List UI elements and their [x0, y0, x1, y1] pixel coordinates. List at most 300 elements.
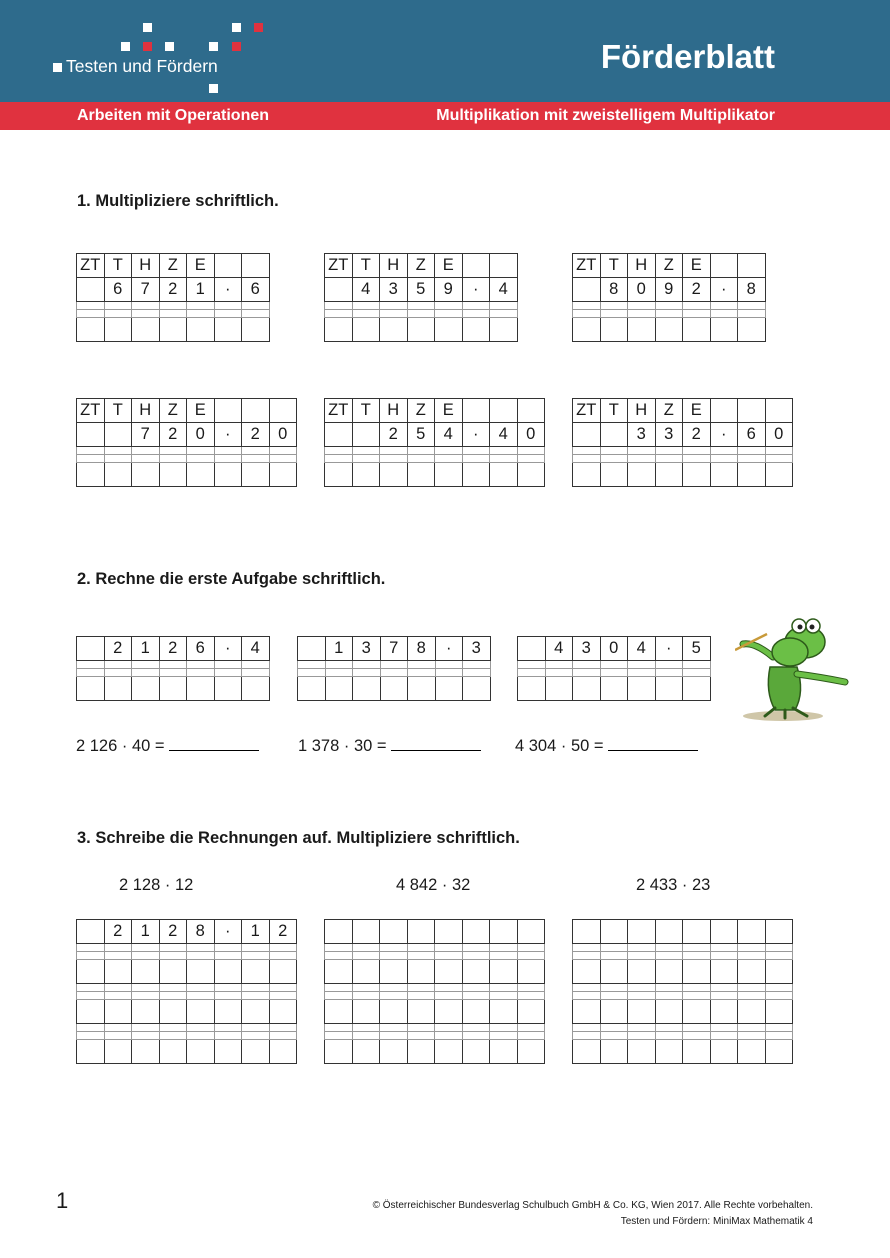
grid-cell[interactable] [214, 1040, 242, 1064]
grid-cell[interactable] [573, 1024, 601, 1032]
grid-cell[interactable] [765, 463, 793, 487]
calc-grid[interactable] [572, 919, 793, 1064]
grid-cell[interactable]: 3 [573, 637, 601, 661]
grid-cell[interactable] [269, 455, 297, 463]
grid-cell[interactable] [159, 1032, 187, 1040]
grid-cell[interactable]: Z [407, 254, 435, 278]
grid-cell[interactable] [325, 310, 353, 318]
grid-cell[interactable] [435, 463, 463, 487]
grid-cell[interactable] [628, 1000, 656, 1024]
grid-cell[interactable] [765, 920, 793, 944]
grid-cell[interactable]: · [462, 278, 490, 302]
grid-cell[interactable] [77, 669, 105, 677]
grid-cell[interactable] [600, 1024, 628, 1032]
grid-cell[interactable] [683, 960, 711, 984]
grid-cell[interactable]: ZT [77, 254, 105, 278]
grid-cell[interactable]: 9 [655, 278, 683, 302]
calc-grid[interactable] [76, 919, 297, 1064]
grid-cell[interactable] [269, 952, 297, 960]
grid-cell[interactable] [242, 960, 270, 984]
grid-cell[interactable] [77, 302, 105, 310]
grid-cell[interactable] [517, 1040, 545, 1064]
grid-cell[interactable]: H [132, 254, 160, 278]
grid-cell[interactable] [352, 952, 380, 960]
grid-cell[interactable] [242, 984, 270, 992]
grid-cell[interactable]: 7 [132, 278, 160, 302]
grid-cell[interactable] [353, 661, 381, 669]
grid-cell[interactable] [269, 1032, 297, 1040]
grid-cell[interactable] [214, 318, 242, 342]
grid-cell[interactable]: 4 [490, 278, 518, 302]
grid-cell[interactable] [655, 992, 683, 1000]
grid-cell[interactable] [214, 960, 242, 984]
grid-cell[interactable] [462, 1040, 490, 1064]
grid-cell[interactable] [352, 318, 380, 342]
grid-cell[interactable] [159, 318, 187, 342]
grid-cell[interactable] [765, 455, 793, 463]
grid-cell[interactable] [628, 1040, 656, 1064]
grid-cell[interactable] [600, 455, 628, 463]
grid-cell[interactable]: 4 [435, 423, 463, 447]
grid-cell[interactable] [628, 952, 656, 960]
grid-cell[interactable] [545, 661, 573, 669]
grid-cell[interactable] [187, 302, 215, 310]
grid-cell[interactable] [628, 318, 656, 342]
grid-cell[interactable] [683, 992, 711, 1000]
grid-cell[interactable]: · [214, 278, 242, 302]
grid-cell[interactable] [683, 669, 711, 677]
calc-grid[interactable] [324, 398, 545, 487]
grid-cell[interactable] [380, 1040, 408, 1064]
grid-cell[interactable] [517, 1032, 545, 1040]
grid-cell[interactable]: 8 [408, 637, 436, 661]
grid-cell[interactable] [490, 254, 518, 278]
grid-cell[interactable]: T [352, 399, 380, 423]
grid-cell[interactable] [407, 920, 435, 944]
grid-cell[interactable] [600, 984, 628, 992]
grid-cell[interactable] [600, 423, 628, 447]
grid-cell[interactable]: · [435, 637, 463, 661]
grid-cell[interactable] [462, 399, 490, 423]
grid-cell[interactable] [77, 318, 105, 342]
grid-cell[interactable] [655, 1040, 683, 1064]
grid-cell[interactable] [518, 669, 546, 677]
grid-cell[interactable]: E [187, 399, 215, 423]
grid-cell[interactable]: E [683, 399, 711, 423]
grid-cell[interactable] [242, 455, 270, 463]
grid-cell[interactable] [573, 310, 601, 318]
grid-cell[interactable]: H [628, 399, 656, 423]
grid-cell[interactable] [269, 992, 297, 1000]
grid-cell[interactable] [325, 447, 353, 455]
grid-cell[interactable] [104, 661, 132, 669]
answer-blank[interactable] [608, 736, 698, 751]
grid-cell[interactable] [214, 310, 242, 318]
grid-cell[interactable] [242, 952, 270, 960]
grid-cell[interactable]: 4 [490, 423, 518, 447]
grid-cell[interactable] [628, 310, 656, 318]
grid-cell[interactable] [683, 677, 711, 701]
grid-cell[interactable] [573, 463, 601, 487]
grid-cell[interactable] [407, 1000, 435, 1024]
grid-cell[interactable]: Z [159, 399, 187, 423]
grid-cell[interactable] [738, 399, 766, 423]
grid-cell[interactable] [573, 278, 601, 302]
answer-blank[interactable] [169, 736, 259, 751]
grid-cell[interactable] [573, 984, 601, 992]
grid-cell[interactable] [710, 920, 738, 944]
grid-cell[interactable]: ZT [573, 399, 601, 423]
grid-cell[interactable] [435, 952, 463, 960]
grid-cell[interactable] [352, 944, 380, 952]
grid-cell[interactable]: H [380, 399, 408, 423]
grid-cell[interactable] [573, 1040, 601, 1064]
grid-cell[interactable] [765, 447, 793, 455]
grid-cell[interactable] [214, 447, 242, 455]
grid-cell[interactable]: · [214, 920, 242, 944]
grid-cell[interactable] [132, 318, 160, 342]
grid-cell[interactable] [214, 944, 242, 952]
grid-cell[interactable] [187, 318, 215, 342]
grid-cell[interactable] [462, 992, 490, 1000]
grid-cell[interactable]: 7 [132, 423, 160, 447]
grid-cell[interactable] [573, 992, 601, 1000]
grid-cell[interactable]: 7 [380, 637, 408, 661]
grid-cell[interactable] [325, 960, 353, 984]
grid-cell[interactable] [490, 302, 518, 310]
grid-cell[interactable] [628, 661, 656, 669]
grid-cell[interactable]: 3 [463, 637, 491, 661]
grid-cell[interactable]: 2 [683, 278, 711, 302]
grid-cell[interactable] [159, 463, 187, 487]
grid-cell[interactable] [352, 984, 380, 992]
grid-cell[interactable] [214, 952, 242, 960]
grid-cell[interactable] [159, 992, 187, 1000]
grid-cell[interactable] [573, 1032, 601, 1040]
grid-cell[interactable] [352, 920, 380, 944]
grid-cell[interactable] [683, 447, 711, 455]
grid-cell[interactable] [462, 1000, 490, 1024]
grid-cell[interactable]: · [710, 278, 738, 302]
grid-cell[interactable] [132, 944, 160, 952]
grid-cell[interactable] [407, 984, 435, 992]
grid-cell[interactable] [407, 310, 435, 318]
grid-cell[interactable] [325, 1024, 353, 1032]
grid-cell[interactable] [325, 1032, 353, 1040]
grid-cell[interactable] [187, 455, 215, 463]
grid-cell[interactable] [710, 1024, 738, 1032]
grid-cell[interactable]: 3 [628, 423, 656, 447]
grid-cell[interactable] [159, 952, 187, 960]
grid-cell[interactable] [77, 992, 105, 1000]
grid-cell[interactable] [765, 399, 793, 423]
grid-cell[interactable]: 6 [187, 637, 215, 661]
grid-cell[interactable] [159, 677, 187, 701]
grid-cell[interactable] [683, 1032, 711, 1040]
grid-cell[interactable]: 4 [628, 637, 656, 661]
grid-cell[interactable] [462, 254, 490, 278]
grid-cell[interactable]: 2 [380, 423, 408, 447]
grid-cell[interactable] [435, 1000, 463, 1024]
grid-cell[interactable] [380, 318, 408, 342]
grid-cell[interactable] [683, 1024, 711, 1032]
grid-cell[interactable]: 1 [242, 920, 270, 944]
grid-cell[interactable] [325, 669, 353, 677]
grid-cell[interactable]: 0 [600, 637, 628, 661]
grid-cell[interactable] [655, 447, 683, 455]
grid-cell[interactable] [352, 992, 380, 1000]
grid-cell[interactable] [325, 423, 353, 447]
grid-cell[interactable]: 4 [242, 637, 270, 661]
grid-cell[interactable] [655, 302, 683, 310]
grid-cell[interactable] [104, 423, 132, 447]
grid-cell[interactable] [518, 677, 546, 701]
grid-cell[interactable] [380, 661, 408, 669]
grid-cell[interactable] [573, 455, 601, 463]
calc-grid[interactable] [517, 636, 711, 701]
grid-cell[interactable] [380, 310, 408, 318]
grid-cell[interactable] [242, 1024, 270, 1032]
grid-cell[interactable] [573, 302, 601, 310]
grid-cell[interactable] [242, 399, 270, 423]
grid-cell[interactable] [573, 661, 601, 669]
grid-cell[interactable]: E [187, 254, 215, 278]
grid-cell[interactable]: 3 [353, 637, 381, 661]
grid-cell[interactable] [353, 677, 381, 701]
grid-cell[interactable]: ZT [573, 254, 601, 278]
grid-cell[interactable] [683, 1000, 711, 1024]
grid-cell[interactable] [545, 669, 573, 677]
grid-cell[interactable] [765, 1032, 793, 1040]
grid-cell[interactable] [132, 661, 160, 669]
grid-cell[interactable] [600, 1040, 628, 1064]
grid-cell[interactable] [269, 1040, 297, 1064]
grid-cell[interactable] [683, 944, 711, 952]
grid-cell[interactable] [214, 399, 242, 423]
grid-cell[interactable] [490, 1032, 518, 1040]
grid-cell[interactable] [325, 1040, 353, 1064]
grid-cell[interactable] [573, 960, 601, 984]
grid-cell[interactable] [77, 920, 105, 944]
grid-cell[interactable] [573, 952, 601, 960]
grid-cell[interactable] [655, 1000, 683, 1024]
grid-cell[interactable] [628, 992, 656, 1000]
grid-cell[interactable] [214, 1032, 242, 1040]
grid-cell[interactable] [380, 447, 408, 455]
grid-cell[interactable] [380, 455, 408, 463]
grid-cell[interactable] [738, 302, 766, 310]
grid-cell[interactable] [104, 944, 132, 952]
grid-cell[interactable] [407, 952, 435, 960]
grid-cell[interactable] [628, 677, 656, 701]
grid-cell[interactable] [408, 661, 436, 669]
grid-cell[interactable] [408, 669, 436, 677]
grid-cell[interactable] [159, 984, 187, 992]
grid-cell[interactable] [765, 952, 793, 960]
grid-cell[interactable] [269, 960, 297, 984]
grid-cell[interactable]: T [600, 254, 628, 278]
calc-grid[interactable] [324, 919, 545, 1064]
grid-cell[interactable]: 2 [104, 637, 132, 661]
grid-cell[interactable] [600, 1032, 628, 1040]
grid-cell[interactable] [159, 310, 187, 318]
grid-cell[interactable] [77, 463, 105, 487]
grid-cell[interactable]: 0 [765, 423, 793, 447]
grid-cell[interactable] [600, 318, 628, 342]
grid-cell[interactable]: Z [407, 399, 435, 423]
grid-cell[interactable] [104, 1000, 132, 1024]
grid-cell[interactable] [325, 302, 353, 310]
grid-cell[interactable]: 6 [738, 423, 766, 447]
grid-cell[interactable] [380, 960, 408, 984]
grid-cell[interactable] [435, 310, 463, 318]
grid-cell[interactable]: 0 [269, 423, 297, 447]
grid-cell[interactable] [490, 455, 518, 463]
grid-cell[interactable] [104, 302, 132, 310]
grid-cell[interactable] [490, 310, 518, 318]
grid-cell[interactable] [298, 669, 326, 677]
grid-cell[interactable]: ZT [325, 399, 353, 423]
grid-cell[interactable] [490, 463, 518, 487]
calc-grid[interactable] [297, 636, 491, 701]
grid-cell[interactable] [325, 463, 353, 487]
grid-cell[interactable] [298, 637, 326, 661]
grid-cell[interactable]: 5 [407, 423, 435, 447]
grid-cell[interactable] [77, 984, 105, 992]
grid-cell[interactable] [104, 669, 132, 677]
grid-cell[interactable] [380, 302, 408, 310]
grid-cell[interactable] [517, 1024, 545, 1032]
grid-cell[interactable] [490, 1040, 518, 1064]
grid-cell[interactable]: T [104, 254, 132, 278]
grid-cell[interactable] [353, 669, 381, 677]
grid-cell[interactable] [159, 944, 187, 952]
grid-cell[interactable] [187, 310, 215, 318]
grid-cell[interactable] [518, 661, 546, 669]
grid-cell[interactable] [214, 463, 242, 487]
grid-cell[interactable] [77, 661, 105, 669]
grid-cell[interactable] [600, 310, 628, 318]
grid-cell[interactable]: 2 [104, 920, 132, 944]
grid-cell[interactable] [159, 1040, 187, 1064]
grid-cell[interactable] [104, 992, 132, 1000]
grid-cell[interactable]: T [104, 399, 132, 423]
grid-cell[interactable] [77, 1000, 105, 1024]
grid-cell[interactable] [214, 677, 242, 701]
grid-cell[interactable] [435, 920, 463, 944]
grid-cell[interactable] [214, 984, 242, 992]
grid-cell[interactable] [600, 302, 628, 310]
grid-cell[interactable]: 9 [435, 278, 463, 302]
grid-cell[interactable] [462, 463, 490, 487]
grid-cell[interactable] [573, 1000, 601, 1024]
grid-cell[interactable] [600, 992, 628, 1000]
grid-cell[interactable] [407, 1040, 435, 1064]
grid-cell[interactable] [462, 302, 490, 310]
grid-cell[interactable] [132, 952, 160, 960]
grid-cell[interactable] [77, 1032, 105, 1040]
grid-cell[interactable] [408, 677, 436, 701]
grid-cell[interactable] [187, 463, 215, 487]
grid-cell[interactable] [77, 310, 105, 318]
grid-cell[interactable] [269, 1024, 297, 1032]
grid-cell[interactable] [628, 1032, 656, 1040]
grid-cell[interactable] [187, 447, 215, 455]
grid-cell[interactable] [435, 661, 463, 669]
grid-cell[interactable] [352, 447, 380, 455]
grid-cell[interactable] [517, 1000, 545, 1024]
grid-cell[interactable] [765, 1000, 793, 1024]
grid-cell[interactable] [655, 455, 683, 463]
grid-cell[interactable] [187, 1032, 215, 1040]
grid-cell[interactable] [269, 399, 297, 423]
grid-cell[interactable] [104, 960, 132, 984]
grid-cell[interactable]: T [600, 399, 628, 423]
grid-cell[interactable] [77, 944, 105, 952]
grid-cell[interactable] [600, 463, 628, 487]
grid-cell[interactable] [187, 944, 215, 952]
grid-cell[interactable] [518, 637, 546, 661]
grid-cell[interactable] [655, 661, 683, 669]
grid-cell[interactable] [462, 952, 490, 960]
grid-cell[interactable] [490, 960, 518, 984]
grid-cell[interactable] [490, 447, 518, 455]
grid-cell[interactable] [517, 944, 545, 952]
grid-cell[interactable] [738, 463, 766, 487]
grid-cell[interactable] [269, 984, 297, 992]
grid-cell[interactable] [683, 920, 711, 944]
grid-cell[interactable] [683, 463, 711, 487]
grid-cell[interactable] [600, 920, 628, 944]
grid-cell[interactable] [242, 1032, 270, 1040]
grid-cell[interactable]: 3 [380, 278, 408, 302]
grid-cell[interactable] [490, 318, 518, 342]
grid-cell[interactable] [269, 463, 297, 487]
grid-cell[interactable] [435, 1040, 463, 1064]
grid-cell[interactable]: 1 [132, 637, 160, 661]
grid-cell[interactable] [104, 310, 132, 318]
grid-cell[interactable] [738, 920, 766, 944]
grid-cell[interactable]: H [132, 399, 160, 423]
grid-cell[interactable] [738, 455, 766, 463]
grid-cell[interactable] [490, 944, 518, 952]
grid-cell[interactable] [407, 944, 435, 952]
grid-cell[interactable] [380, 1032, 408, 1040]
grid-cell[interactable]: T [352, 254, 380, 278]
grid-cell[interactable] [765, 992, 793, 1000]
grid-cell[interactable] [380, 463, 408, 487]
calc-grid[interactable] [76, 636, 270, 701]
grid-cell[interactable] [132, 455, 160, 463]
grid-cell[interactable] [159, 1000, 187, 1024]
grid-cell[interactable] [380, 952, 408, 960]
grid-cell[interactable] [738, 1032, 766, 1040]
grid-cell[interactable] [214, 1000, 242, 1024]
grid-cell[interactable] [380, 992, 408, 1000]
grid-cell[interactable] [655, 920, 683, 944]
grid-cell[interactable] [352, 310, 380, 318]
grid-cell[interactable] [765, 984, 793, 992]
grid-cell[interactable] [132, 992, 160, 1000]
grid-cell[interactable]: 8 [738, 278, 766, 302]
grid-cell[interactable]: 2 [159, 278, 187, 302]
grid-cell[interactable] [435, 669, 463, 677]
grid-cell[interactable]: 6 [104, 278, 132, 302]
grid-cell[interactable] [242, 992, 270, 1000]
grid-cell[interactable] [462, 920, 490, 944]
grid-cell[interactable] [159, 661, 187, 669]
grid-cell[interactable] [683, 302, 711, 310]
